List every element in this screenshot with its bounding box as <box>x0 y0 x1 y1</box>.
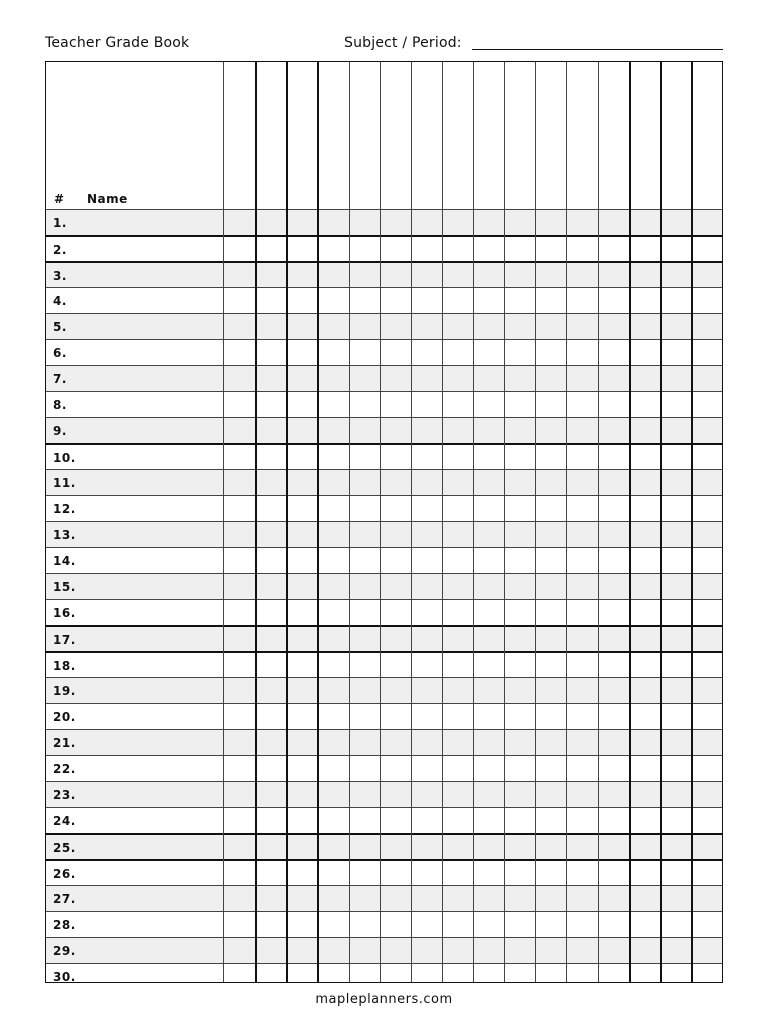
row-number: 14. <box>53 554 76 568</box>
row-number: 16. <box>53 606 76 620</box>
table-row[interactable] <box>46 703 722 729</box>
row-number: 12. <box>53 502 76 516</box>
name-column-header: Name <box>87 192 128 206</box>
table-row[interactable] <box>46 417 722 443</box>
number-column-header: # <box>54 192 65 206</box>
row-number: 11. <box>53 476 76 490</box>
row-number: 26. <box>53 867 76 881</box>
grade-column-divider <box>629 62 631 982</box>
row-number: 8. <box>53 398 67 412</box>
row-number: 17. <box>53 633 76 647</box>
row-number: 7. <box>53 372 67 386</box>
grade-column-divider <box>535 62 536 982</box>
row-number: 24. <box>53 814 76 828</box>
row-number: 2. <box>53 243 67 257</box>
table-row[interactable] <box>46 937 722 963</box>
grade-column-divider <box>411 62 412 982</box>
grade-column-divider <box>255 62 257 982</box>
table-row[interactable] <box>46 599 722 625</box>
row-number: 5. <box>53 320 67 334</box>
table-row[interactable] <box>46 911 722 937</box>
grade-column-divider <box>598 62 599 982</box>
table-row[interactable] <box>46 209 722 235</box>
footer-website: mapleplanners.com <box>315 992 453 1007</box>
table-row[interactable] <box>46 885 722 911</box>
grade-column-divider <box>223 62 224 982</box>
grade-column-divider <box>380 62 381 982</box>
page-title: Teacher Grade Book <box>45 35 190 51</box>
row-number: 10. <box>53 451 76 465</box>
table-row[interactable] <box>46 729 722 755</box>
table-row[interactable] <box>46 547 722 573</box>
table-row[interactable] <box>46 235 722 261</box>
table-row[interactable] <box>46 365 722 391</box>
table-row[interactable] <box>46 833 722 859</box>
grade-column-divider <box>349 62 350 982</box>
subject-period-label: Subject / Period: <box>344 35 462 51</box>
row-number: 4. <box>53 294 67 308</box>
row-number: 22. <box>53 762 76 776</box>
row-number: 30. <box>53 970 76 984</box>
row-number: 6. <box>53 346 67 360</box>
row-number: 29. <box>53 944 76 958</box>
grade-column-divider <box>691 62 693 982</box>
table-row[interactable] <box>46 391 722 417</box>
table-row[interactable] <box>46 261 722 287</box>
row-number: 25. <box>53 841 76 855</box>
table-row[interactable] <box>46 677 722 703</box>
row-number: 27. <box>53 892 76 906</box>
table-row[interactable] <box>46 755 722 781</box>
subject-period-field[interactable] <box>472 49 723 50</box>
row-number: 21. <box>53 736 76 750</box>
table-row[interactable] <box>46 495 722 521</box>
row-number: 15. <box>53 580 76 594</box>
grade-column-divider <box>566 62 567 982</box>
table-row[interactable] <box>46 963 722 989</box>
grade-column-divider <box>473 62 474 982</box>
grade-column-divider <box>660 62 662 982</box>
table-row[interactable] <box>46 469 722 495</box>
table-row[interactable] <box>46 521 722 547</box>
table-row[interactable] <box>46 781 722 807</box>
table-row[interactable] <box>46 807 722 833</box>
row-number: 1. <box>53 216 67 230</box>
table-row[interactable] <box>46 443 722 469</box>
table-row[interactable] <box>46 287 722 313</box>
grade-column-divider <box>442 62 443 982</box>
row-number: 19. <box>53 684 76 698</box>
table-row[interactable] <box>46 859 722 885</box>
grade-column-divider <box>504 62 505 982</box>
grade-column-divider <box>317 62 319 982</box>
row-number: 23. <box>53 788 76 802</box>
row-number: 9. <box>53 424 67 438</box>
table-row[interactable] <box>46 573 722 599</box>
row-number: 18. <box>53 659 76 673</box>
table-row[interactable] <box>46 313 722 339</box>
grade-table <box>45 61 723 983</box>
table-header <box>46 62 722 209</box>
table-row[interactable] <box>46 651 722 677</box>
row-number: 20. <box>53 710 76 724</box>
row-number: 28. <box>53 918 76 932</box>
table-row[interactable] <box>46 625 722 651</box>
row-number: 13. <box>53 528 76 542</box>
grade-column-divider <box>286 62 288 982</box>
table-row[interactable] <box>46 339 722 365</box>
row-number: 3. <box>53 269 67 283</box>
